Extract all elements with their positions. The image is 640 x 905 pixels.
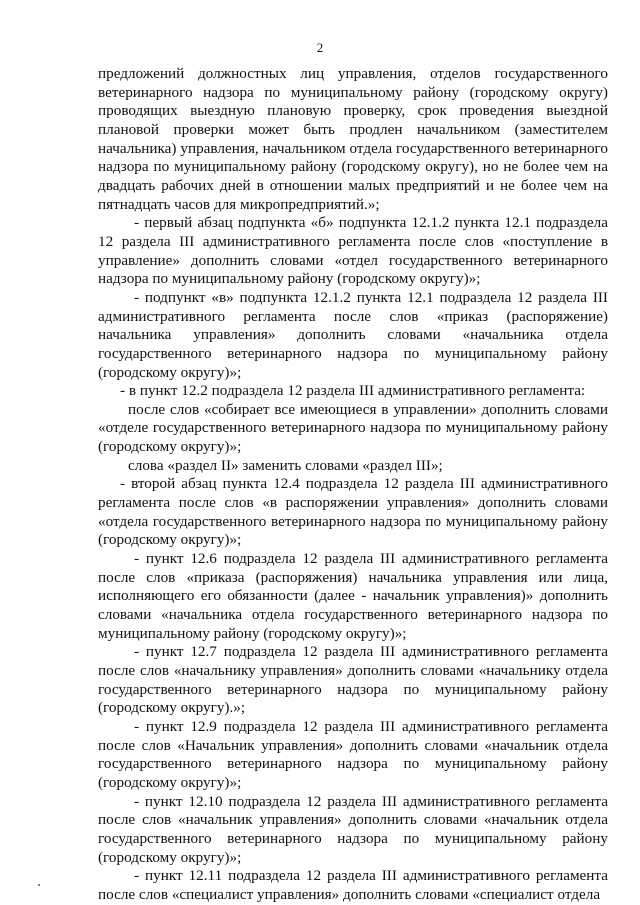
paragraph-amendment-12-6: - пункт 12.6 подраздела 12 раздела III административного регламента после слов «приказа (распоряжения) начальника управления или лица, исполняющего его обязанности (далее - начальник управления)» дополнить словами «начальника отдела государственного ветеринарного надзора по муниципальному району (городскому округу)»; <box>98 550 608 642</box>
paragraph-amendment-12-1-2-b: - первый абзац подпункта «б» подпункта 12.1.2 пункта 12.1 подраздела 12 раздела III административного регламента после слов «поступление в управление» дополнить словами «отдел государственного ветеринарного надзора по муниципальному району (городскому округу)»; <box>98 214 608 288</box>
paragraph-amendment-12-7: - пункт 12.7 подраздела 12 раздела III административного регламента после слов «начальнику управления» дополнить словами «начальнику отдела государственного ветеринарного надзора по муниципальному району (городскому округу).»; <box>98 643 608 717</box>
paragraph-amendment-12-2-words: после слов «собирает все имеющиеся в управлении» дополнить словами «отделе государственного ветеринарного надзора по муниципальному району (городскому округу)»; <box>98 400 608 456</box>
paragraph-amendment-12-4: - второй абзац пункта 12.4 подраздела 12 раздела III административного регламента после слов «в распоряжении управления» дополнить словами «отдела государственного ветеринарного надзора по муниципальному району (городскому округу)»; <box>98 475 608 549</box>
scan-speck <box>38 884 40 886</box>
paragraph-amendment-12-2: - в пункт 12.2 подраздела 12 раздела III административного регламента: <box>120 382 586 400</box>
page-number: 2 <box>316 40 324 55</box>
paragraph-amendment-12-11: - пункт 12.11 подраздела 12 раздела III административного регламента после слов «специалист управления» дополнить словами «специалист отдела <box>98 867 608 903</box>
paragraph-amendment-12-1-2-v: - подпункт «в» подпункта 12.1.2 пункта 12.1 подраздела 12 раздела III административного регламента после слов «приказ (распоряжение) начальника управления» дополнить словами «начальника отдела государственного ветеринарного надзора по муниципальному району (городскому округу)»; <box>98 288 608 381</box>
paragraph-continuation: предложений должностных лиц управления, отделов государственного ветеринарного надзора по муниципальному району (городскому округу) проводящих выездную плановую проверку, срок проведения выездной плановой проверки может быть продлен начальником (заместителем начальника) управления, начальником отдела государственного ветеринарного надзора по муниципальному району (городскому округу), но не более чем на двадцать рабочих дней в отношении малых предприятий и не более чем на пятнадцать часов для микропредприятий.»; <box>98 65 608 213</box>
paragraph-amendment-12-9: - пункт 12.9 подраздела 12 раздела III административного регламента после слов «Начальник управления» дополнить словами «начальник отдела государственного ветеринарного надзора по муниципальному району (городскому округу)»; <box>98 717 608 791</box>
paragraph-amendment-12-10: - пункт 12.10 подраздела 12 раздела III административного регламента после слов «начальник управления» дополнить словами «начальник отдела государственного ветеринарного надзора по муниципальному району (городскому округу)»; <box>98 792 608 866</box>
document-body <box>98 65 608 905</box>
paragraph-amendment-12-2-section: слова «раздел II» заменить словами «раздел III»; <box>128 456 443 474</box>
